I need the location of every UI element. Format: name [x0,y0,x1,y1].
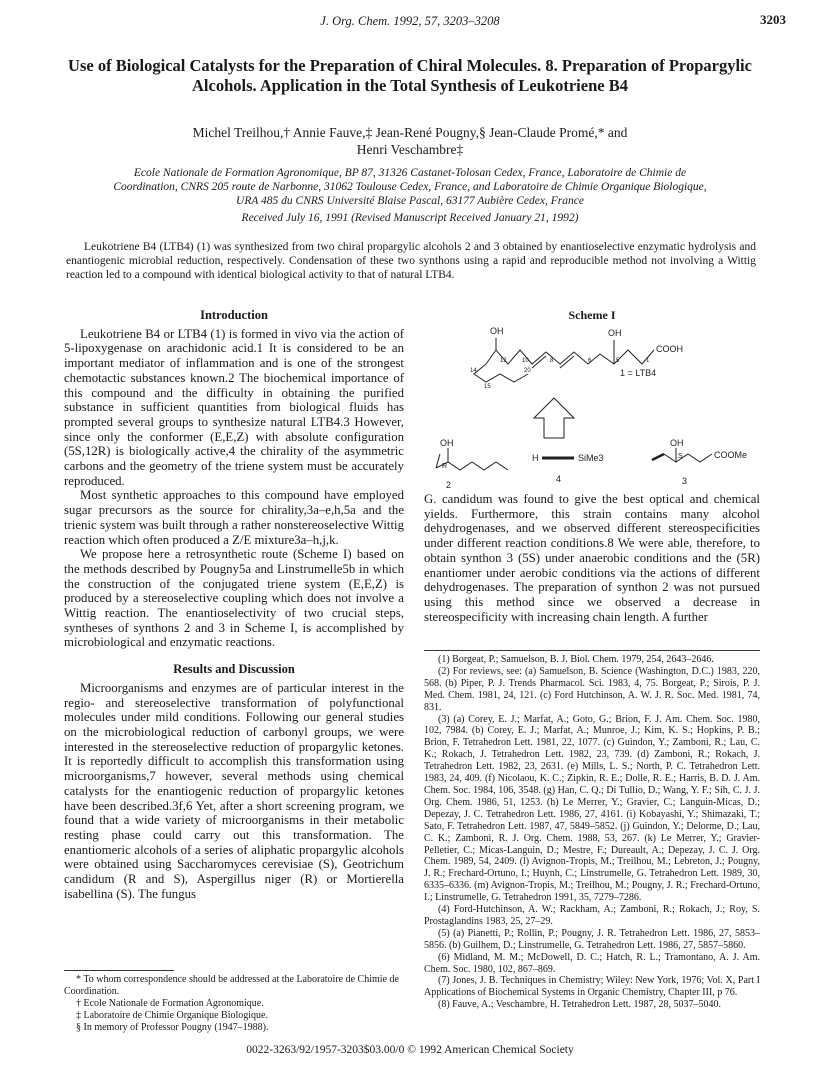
results-paragraph-2: G. candidum was found to give the best optical and chemical yields. Furthermore, this strain contains many alcohol dehydrogenases, and we observed different stereospecificities under different reaction conditions.8 We were able, therefore, to obtain synthon 3 (5S) under anaerobic conditions and the (5R) enantiomer under aerobic conditions via the actions of different dehydrogenases. The preparation of synthon 2 was not pursued using this method since we observed a decrease in stereospecificity with increasing chain length. A further [424,492,760,624]
compound-number-3: 3 [682,476,688,486]
locant-label: 10 [522,358,529,364]
locant-label: 20 [524,368,531,374]
intro-paragraph-1: Leukotriene B4 or LTB4 (1) is formed in vivo via the action of 5-lipoxygenase on arachidonic acid.1 It is considered to be an important mediator of inflammation and is one of the strongest chemotactic substances known.2 The biochemical importance of this compound and the difficulty in obtaining the purified substance in sufficient quantities from biological fluids has prompted several groups to synthesize natural LTB4.3 However, since only the conformer (E,E,Z) with absolute configuration (5S,12R) is biologically active,4 the chirality of the asymmetric carbons and the geometry of the triene system must be accurately reproduced. [64,326,404,488]
left-column [64,308,404,901]
copyright-footer: 0022-3263/92/1957-3203$03.00/0 © 1992 American Chemical Society [246,1044,574,1056]
ltb4-label: 1 = LTB4 [620,368,657,378]
coome-label: COOMe [714,450,748,460]
author-list [60,124,760,158]
oh-label: OH [440,438,454,448]
synthon-3-chain [664,454,712,462]
stereo-label: R [442,463,448,470]
abstract: Leukotriene B4 (LTB4) (1) was synthesized from two chiral propargylic alcohols 2 and 3 obtained by enantioselective enzymatic hydrolysis and enantiogenic microbial reduction, respectively. Condensation of these two synthons using a rapid and reproducible method not involving a Wittig reaction led to a compound with identical biological activity to that of natural LTB4. [66,241,756,281]
tms-label: SiMe3 [578,453,604,463]
compound-number-4: 4 [556,474,562,484]
oh-label: OH [490,326,504,336]
compound-number-2: 2 [446,480,452,490]
received-dates: Received July 16, 1991 (Revised Manuscript Received January 21, 1992) [241,212,579,224]
article-title: Use of Biological Catalysts for the Preparation of Chiral Molecules. 8. Preparation of Propargylic Alcohols. Application in the Total Synthesis of Leukotriene B4 [68,56,752,95]
authors-line-1: Michel Treilhou,† Annie Fauve,‡ Jean-René Pougny,§ Jean-Claude Promé,* and [192,125,628,140]
intro-paragraph-3: We propose here a retrosynthetic route (Scheme I) based on the methods described by Pougny5a and Linstrumelle5b in which the construction of the conjugated triene system (E,E,Z) is produced by a stereoselective coupling which does not involve a Wittig reaction. The enantioselectivity of two crucial steps, syntheses of synthons 2 and 3 in Scheme I, is accomplished by microbiological and enzymatic reactions. [64,547,404,650]
section-heading-results: Results and Discussion [173,662,295,677]
reference-list [424,654,760,1011]
oh-label: OH [670,438,684,448]
locant-label: 14 [470,368,477,374]
authors-line-2: Henri Veschambre‡ [356,142,464,157]
right-column [424,492,760,624]
stereo-label: S [678,453,683,460]
ltb4-tail [474,364,528,382]
section-heading-introduction: Introduction [200,308,268,322]
intro-paragraph-2: Most synthetic approaches to this compound have employed sugar precursors as the source for chirality,3a–e,h,5a and the trienic system was built through a rather nonstereoselective Wittig reaction which often produced a Z/E mixture3a–h,j,k. [64,488,404,547]
ltb4-backbone [486,350,654,364]
retro-arrow [534,398,574,438]
footnote: † Ecole Nationale de Formation Agronomique. [76,997,264,1009]
reference-item: (4) Ford-Hutchinson, A. W.; Rackham, A.; Zamboni, R.; Rokach, J.; Roy, S. Prostaglandins 1983, 25, 27–29. [424,904,760,927]
scheme-title: Scheme I [568,308,616,322]
footnote: § In memory of Professor Pougny (1947–1988). [76,1021,269,1033]
footnote: ‡ Laboratoire de Chimie Organique Biologique. [76,1009,268,1021]
page-number: 3203 [760,12,786,27]
reference-item: (8) Fauve, A.; Veschambre, H. Tetrahedron Lett. 1987, 28, 5037–5040. [438,999,722,1011]
alkyne-3 [652,454,664,460]
footnote-rule [64,970,174,971]
reference-item: (2) For reviews, see: (a) Samuelson, B. Science (Washington, D.C.) 1983, 220, 568. (b) Piper, P. J. Trends Pharmacol. Sci. 1983, 4, 75. Borgeat, P.; Sirois, P. J. Med. Chem. 1981, 24, 121. (c) Ford Hutchinson, A. W. J. R. Soc. Med. 1981, 74, 831. [424,665,760,713]
locant-label: 12 [500,358,507,364]
locant-label: 5 [616,358,620,364]
footnotes [64,974,404,1034]
reference-item: (5) (a) Pianetti, P.; Rollin, P.; Pougny, J. R. Tetrahedron Lett. 1986, 27, 5853–5856. (b) Guilhem, D.; Linstrumelle, G. Tetrahedron Lett. 1986, 27, 5857–5860. [424,927,760,951]
oh-label: OH [608,328,622,338]
affiliations: Ecole Nationale de Formation Agronomique, BP 87, 31326 Castanet-Tolosan Cedex, France, Laboratoire de Chimie de Coordination, CNRS 205 route de Narbonne, 31062 Toulouse Cedex, France, and Laboratoire de Chimie Organique Biologique, URA 485 du CNRS Université Blaise Pascal, 63177 Aubière Cedex, France [113,167,707,207]
reference-item: (7) Jones, J. B. Techniques in Chemistry; Wiley: New York, 1976; Vol. X, Part I Applications of Biochemical Systems in Organic Chemistry, Chapter III, p 76. [424,975,760,999]
running-header: J. Org. Chem. 1992, 57, 3203–3208 [320,14,500,28]
locant-label: 15 [484,384,491,390]
reference-item: (6) Midland, M. M.; McDowell, D. C.; Hatch, R. L.; Tramontano, A. J. Am. Chem. Soc. 1980, 102, 867–869. [424,951,760,975]
locant-label: 6 [588,358,592,364]
references-rule [424,650,760,651]
reference-item: (1) Borgeat, P.; Samuelson, B. J. Biol. Chem. 1979, 254, 2643–2646. [438,654,714,665]
scheme-structures [424,322,760,490]
locant-label: 1 [646,358,650,364]
cooh-label: COOH [656,344,683,354]
locant-label: 8 [550,358,554,364]
reference-item: (3) (a) Corey, E. J.; Marfat, A.; Goto, G.; Brion, F. J. Am. Chem. Soc. 1980, 102, 7984. (b) Corey, E. J.; Marfat, A.; Munroe, J.; Kim, K. S.; Hopkins, P. B.; Brion, F. Tetrahedron Lett. 1981, 22, 1077. (c) Guindon, Y.; Zamboni, R.; Lau, C. K.; Rokach, J. Tetrahedron Lett. 1982, 23, 739. (d) Zamboni, R.; Rokach, J. Tetrahedron Lett. 1982, 23, 2631. (e) Mills, L. S.; North, P. C. Tetrahedron Lett. 1983, 24, 409. (f) Nicolaou, K. C.; Zipkin, R. E.; Dolle, R. E.; Harris, B. D. J. Am. Chem. Soc. 1984, 106, 3548. (g) Han, C. Q.; Di Tullio, D.; Wang, Y. F.; Sih, C. J. J. Org. Chem. 1986, 51, 1253. (h) Le Merrer, Y.; Gravier, C.; Languin-Micas, D.; Depezay, J. C. Tetrahedron Lett. 1986, 27, 4161. (i) Kobayashi, Y.; Shimazaki, T.; Sato, F. Tetrahedron Lett. 1987, 47, 5849–5852. (j) Guindon, Y.; Delorme, D.; Lau, C. K.; Zamboni, R. J. Org. Chem. 1988, 53, 267. (k) Le Merrer, Y.; Gravier-Pelletier, C.; Micas-Languin, D.; Mestre, F.; Dureault, A.; Depezay, J. C. J. Org. Chem. 1989, 54, 2409. (l) Avignon-Tropis, M.; Treilhou, M.; Lebreton, J.; Pougny, J. R.; Frechard-Ortuno, I.; Huynh, C.; Linstrumelle, G. Tetrahedron Lett. 1989, 30, 6335–6336. (m) Avignon-Tropis, M.; Treilhou, M.; Pougny, J. R.; Frechard-Ortuno, I.; Linstrumelle, G. Tetrahedron 1991, 35, 7279–7286. [424,713,760,904]
results-paragraph-1: Microorganisms and enzymes are of particular interest in the regio- and stereoselective transformation of polyfunctional molecules under mild conditions. Following our general studies on the microbiological reduction of carbonyl groups, we were interested in the stereoselective reduction of propargylic ketones. It is reportedly difficult to accomplish this transformation using microorganisms,7 however, several methods using chemical catalysts for the enantiogenic reduction of propargylic ketones have been described.3f,6 Yet, after a short screening program, we found that a wide variety of microorganisms in their metabolic resting phase could carry out this transformation. The enantiomeric alcohols of a series of aliphatic propargylic alcohols were obtained using Saccharomyces cerevisiae (S), Geotrichum candidum (R and S), Aspergillus niger (R) or Mortierella isabellina (S). The fungus [64,680,404,901]
h-label: H [532,453,539,463]
footnote: * To whom correspondence should be addressed at the Laboratoire de Chimie de Coordination. [64,974,399,997]
